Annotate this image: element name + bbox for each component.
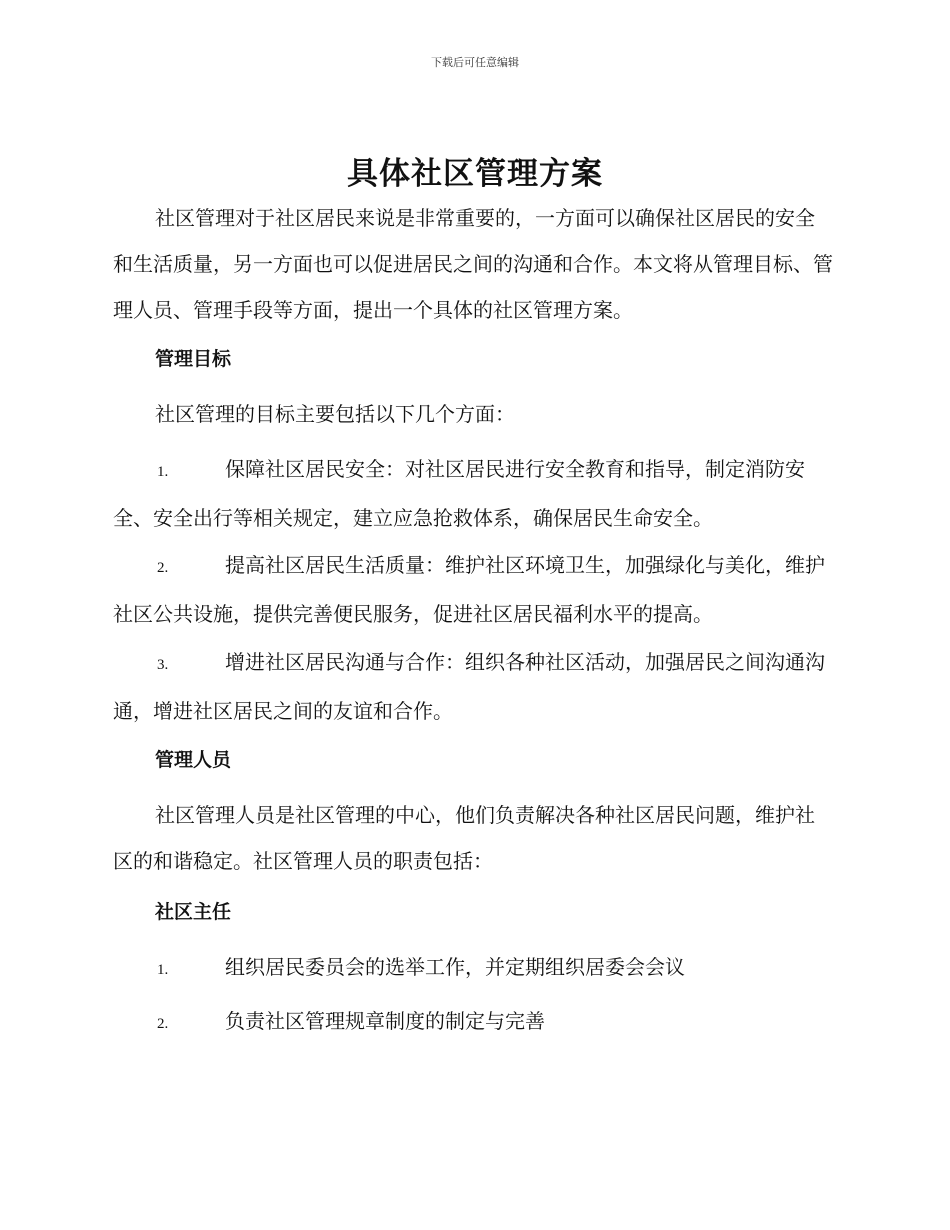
section-heading-goals: 管理目标 [155,348,232,370]
list-number: 1. [157,962,169,978]
header-note: 下载后可任意编辑 [431,56,519,69]
section-heading-staff: 管理人员 [155,749,232,771]
document-title: 具体社区管理方案 [347,156,603,192]
list-number: 1. [157,464,169,480]
list-number: 2. [157,1016,169,1032]
list-item [113,446,833,541]
section-heading-director: 社区主任 [155,901,232,923]
list-item-text: 保障社区居民安全：对社区居民进行安全教育和指导，制定消防安全、安全出行等相关规定，建立应急抢救体系，确保居民生命安全。 [113,457,805,530]
list-item-text: 提高社区居民生活质量：维护社区环境卫生，加强绿化与美化，维护社区公共设施，提供完善便民服务，促进社区居民福利水平的提高。 [113,553,825,626]
list-item [113,542,833,637]
list-item-text: 负责社区管理规章制度的制定与完善 [225,1009,545,1033]
list-number: 3. [157,657,169,673]
staff-lead-paragraph: 社区管理人员是社区管理的中心，他们负责解决各种社区居民问题，维护社区的和谐稳定。社区管理人员的职责包括： [113,803,815,873]
list-item [113,944,833,993]
goals-lead-paragraph: 社区管理的目标主要包括以下几个方面： [155,402,515,426]
list-item [113,998,833,1047]
list-item-text: 组织居民委员会的选举工作，并定期组织居委会会议 [225,955,685,979]
list-item-text: 增进社区居民沟通与合作：组织各种社区活动，加强居民之间沟通沟通，增进社区居民之间的友谊和合作。 [113,650,825,723]
intro-paragraph: 社区管理对于社区居民来说是非常重要的，一方面可以确保社区居民的安全和生活质量，另一方面也可以促进居民之间的沟通和合作。本文将从管理目标、管理人员、管理手段等方面，提出一个具体的社区管理方案。 [113,206,833,322]
list-item [113,639,833,734]
list-number: 2. [157,560,169,576]
